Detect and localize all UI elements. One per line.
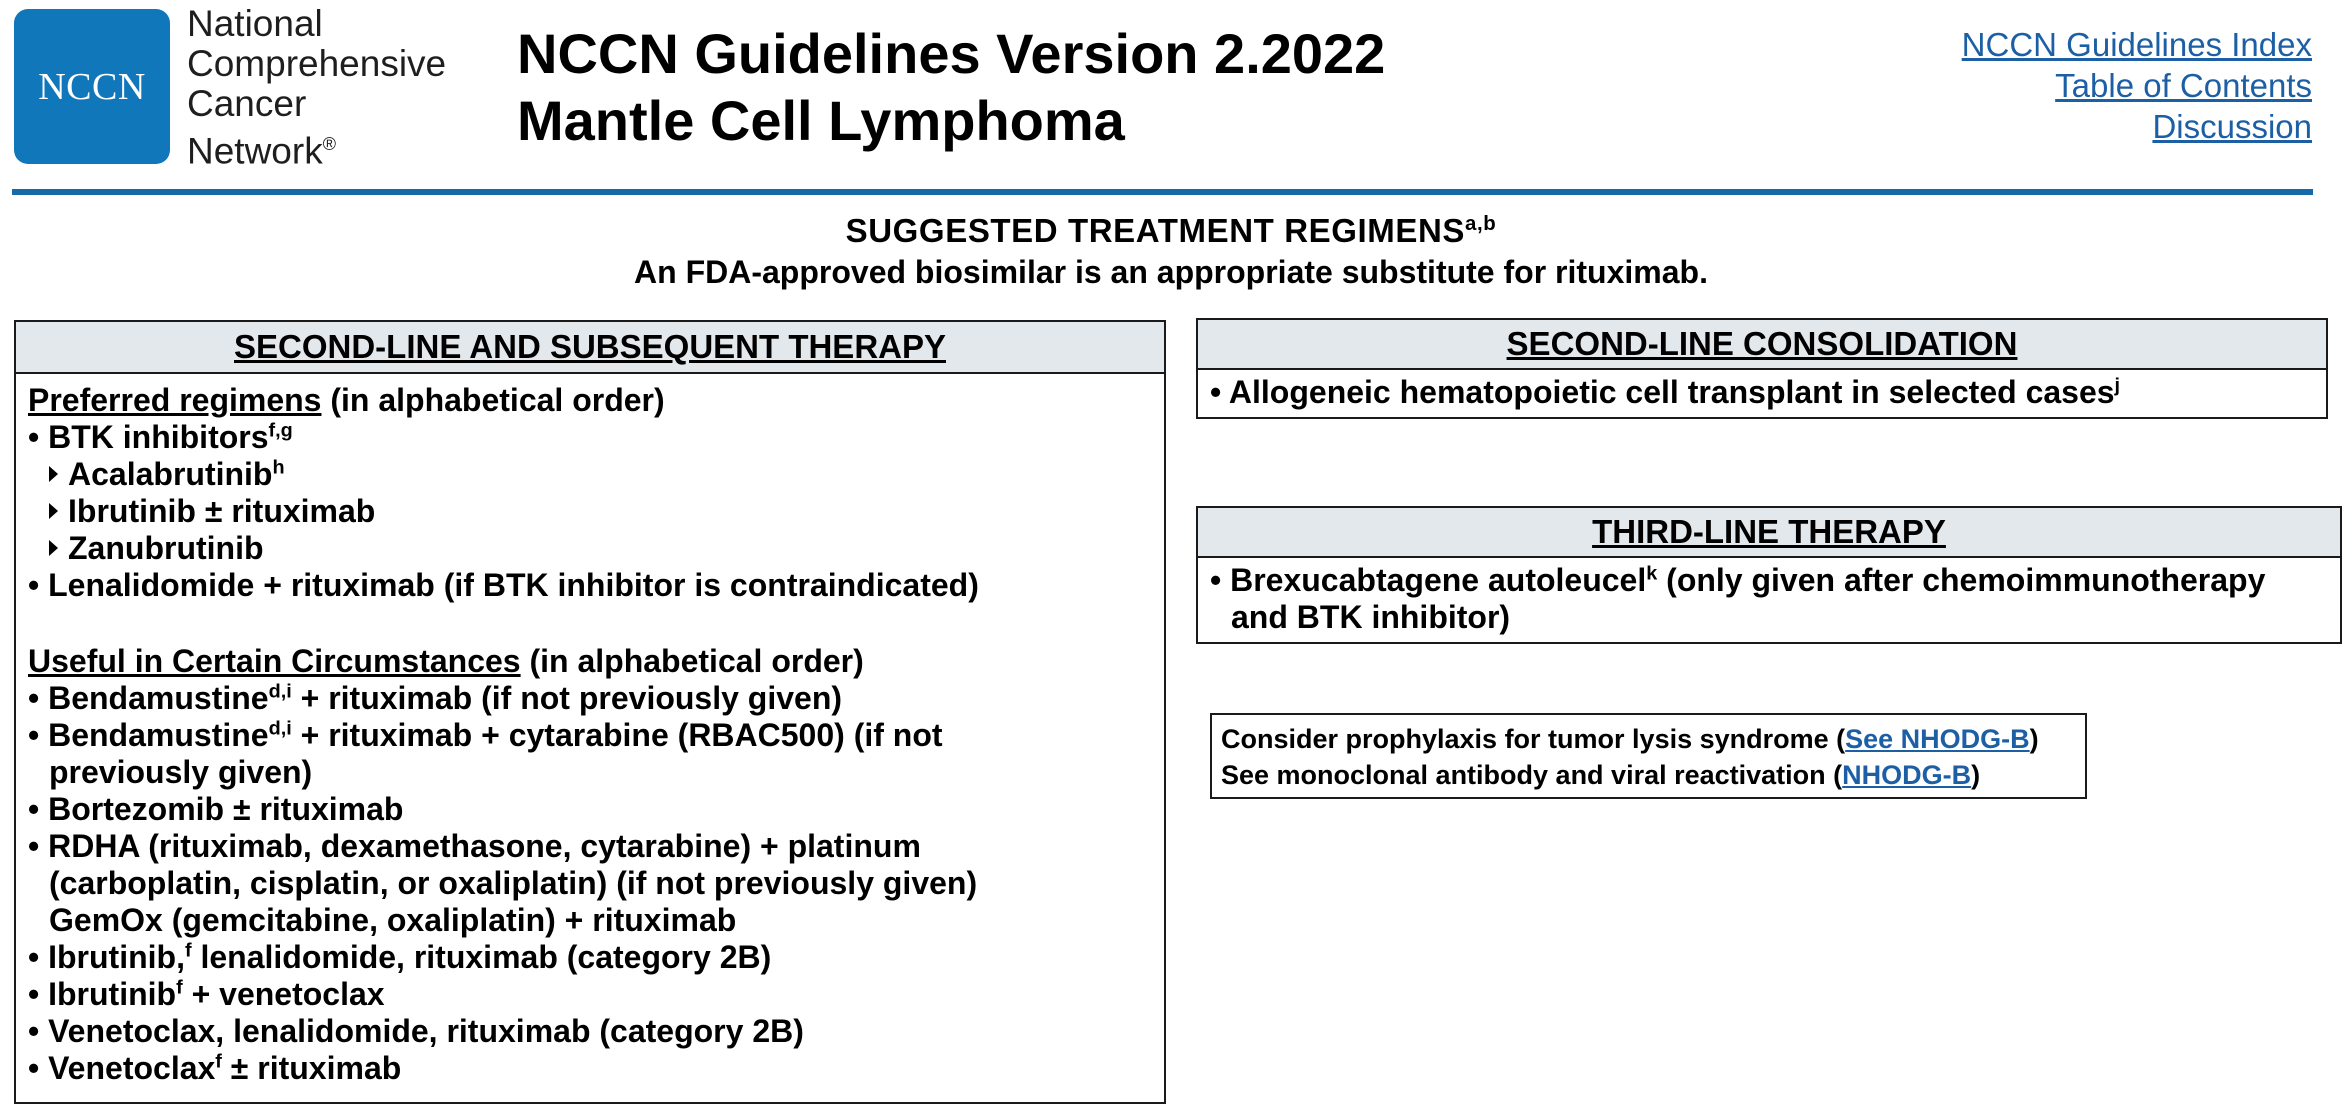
- second-line-therapy-box: [14, 320, 1166, 1104]
- triangle-bullet-icon: [49, 503, 58, 519]
- prophylaxis-note: Consider prophylaxis for tumor lysis syndrome (See NHODG-B): [1221, 724, 2039, 754]
- useful-header: Useful in Certain Circumstances (in alphabetical order): [28, 643, 864, 679]
- org-line: Cancer: [187, 83, 307, 124]
- table-of-contents-link[interactable]: Table of Contents: [2055, 67, 2312, 104]
- prophylaxis-note-box: [1210, 713, 2087, 799]
- second-line-therapy-list: [16, 374, 1164, 1095]
- list-item: • Venetoclax, lenalidomide, rituximab (category 2B): [28, 1013, 804, 1049]
- third-line-title: THIRD-LINE THERAPY: [1198, 508, 2340, 558]
- org-line: Comprehensive: [187, 43, 447, 84]
- footnote-ref: a,b: [1465, 212, 1497, 235]
- preferred-header: Preferred regimens (in alphabetical order): [28, 382, 665, 418]
- list-subitem: Ibrutinib ± rituximab: [28, 493, 1152, 530]
- list-subitem: Zanubrutinib: [28, 530, 1152, 567]
- list-item: • Brexucabtagene autoleucel$^k$ (only given after chemoimmunotherapy: [1210, 562, 2266, 598]
- list-item: • Venetoclax$^f$ ± rituximab: [28, 1050, 402, 1086]
- consolidation-list: [1198, 370, 2326, 415]
- nav-links: [1962, 24, 2312, 147]
- page-title: [517, 20, 1385, 154]
- list-item: • RDHA (rituximab, dexamethasone, cytarabine) + platinum: [28, 828, 921, 864]
- viral-reactivation-note: See monoclonal antibody and viral reactivation (NHODG-B): [1221, 760, 1981, 790]
- org-line: National: [187, 3, 323, 44]
- org-line: Network®: [187, 130, 336, 172]
- list-item-continued: previously given): [49, 754, 313, 790]
- nhodg-b-link[interactable]: See NHODG-B: [1845, 724, 2030, 754]
- consolidation-title: SECOND-LINE CONSOLIDATION: [1198, 320, 2326, 370]
- section-subheading: An FDA-approved biosimilar is an appropriate substitute for rituximab.: [634, 254, 1708, 290]
- guideline-version: NCCN Guidelines Version 2.2022: [517, 22, 1386, 85]
- nhodg-b-link[interactable]: NHODG-B: [1842, 760, 1972, 790]
- triangle-bullet-icon: [49, 466, 58, 482]
- list-item: • BTK inhibitors$^{f,g}$: [28, 419, 293, 455]
- list-item: • Bendamustine$^{d,i}$ + rituximab (if not previously given): [28, 680, 843, 716]
- list-item-continued: GemOx (gemcitabine, oxaliplatin) + rituximab: [49, 902, 737, 938]
- list-item: • Allogeneic hematopoietic cell transplant in selected cases$^j$: [1210, 374, 2121, 410]
- disease-title: Mantle Cell Lymphoma: [517, 89, 1125, 152]
- list-item-continued: and BTK inhibitor): [1231, 599, 1511, 635]
- list-subitem: Acalabrutinib$^h$: [28, 456, 1152, 493]
- organization-name: [187, 4, 446, 171]
- third-line-list: [1198, 558, 2340, 640]
- list-item-continued: (carboplatin, cisplatin, or oxaliplatin) (if not previously given): [49, 865, 978, 901]
- list-item: • Ibrutinib,$^f$ lenalidomide, rituximab (category 2B): [28, 939, 772, 975]
- section-heading: SUGGESTED TREATMENT REGIMENS$^{a,b}$: [845, 212, 1497, 249]
- registered-mark: ®: [322, 134, 336, 154]
- list-item: • Bortezomib ± rituximab: [28, 791, 404, 827]
- discussion-link[interactable]: Discussion: [2152, 108, 2312, 145]
- second-line-consolidation-box: [1196, 318, 2328, 419]
- list-item: • Ibrutinib$^f$ + venetoclax: [28, 976, 385, 1012]
- logo-text: NCCN: [38, 65, 146, 108]
- guidelines-index-link[interactable]: NCCN Guidelines Index: [1961, 26, 2312, 63]
- third-line-therapy-box: [1196, 506, 2342, 644]
- nccn-logo: [14, 9, 170, 164]
- triangle-bullet-icon: [49, 540, 58, 556]
- list-item: • Bendamustine$^{d,i}$ + rituximab + cytarabine (RBAC500) (if not: [28, 717, 943, 753]
- header-divider: [12, 189, 2313, 195]
- list-item: • Lenalidomide + rituximab (if BTK inhibitor is contraindicated): [28, 567, 979, 603]
- second-line-therapy-title: SECOND-LINE AND SUBSEQUENT THERAPY: [16, 322, 1164, 374]
